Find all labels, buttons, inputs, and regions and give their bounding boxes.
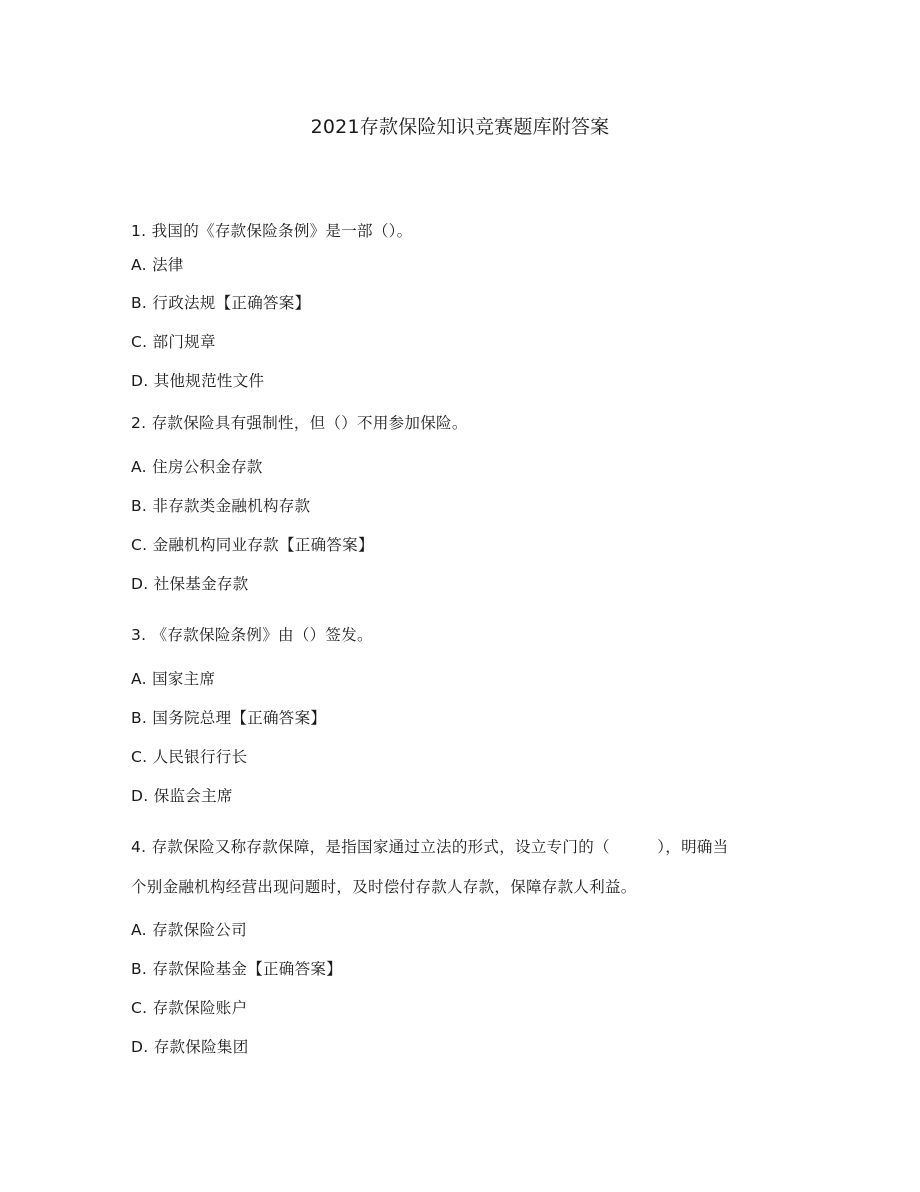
- question-4-option-a: A. 存款保险公司: [131, 921, 247, 939]
- question-3-option-c: C. 人民银行行长: [131, 748, 248, 766]
- question-4-option-b: B. 存款保险基金【正确答案】: [131, 960, 342, 978]
- question-3-option-d: D. 保监会主席: [131, 787, 233, 805]
- question-1-option-a: A. 法律: [131, 256, 184, 274]
- question-2-option-d: D. 社保基金存款: [131, 575, 249, 593]
- question-4-stem-line-2: 个别金融机构经营出现问题时，及时偿付存款人存款，保障存款人利益。: [131, 878, 637, 896]
- question-2-stem: 2. 存款保险具有强制性，但（）不用参加保险。: [131, 414, 468, 432]
- question-4-stem-line-1: 4. 存款保险又称存款保障，是指国家通过立法的形式，设立专门的（ ），明确当: [131, 838, 729, 856]
- question-3-option-b: B. 国务院总理【正确答案】: [131, 709, 327, 727]
- question-1-stem: 1. 我国的《存款保险条例》是一部（）。: [131, 222, 413, 240]
- question-3-stem: 3. 《存款保险条例》由（）签发。: [131, 626, 373, 644]
- question-1-option-d: D. 其他规范性文件: [131, 372, 265, 390]
- question-1-option-b: B. 行政法规【正确答案】: [131, 294, 311, 312]
- question-3-option-a: A. 国家主席: [131, 670, 216, 688]
- question-2-option-b: B. 非存款类金融机构存款: [131, 497, 311, 515]
- question-4-option-c: C. 存款保险账户: [131, 999, 248, 1017]
- question-2-option-c: C. 金融机构同业存款【正确答案】: [131, 536, 374, 554]
- question-4-option-d: D. 存款保险集团: [131, 1038, 249, 1056]
- document-title: 2021存款保险知识竞赛题库附答案: [310, 116, 610, 138]
- question-2-option-a: A. 住房公积金存款: [131, 458, 263, 476]
- question-1-option-c: C. 部门规章: [131, 333, 216, 351]
